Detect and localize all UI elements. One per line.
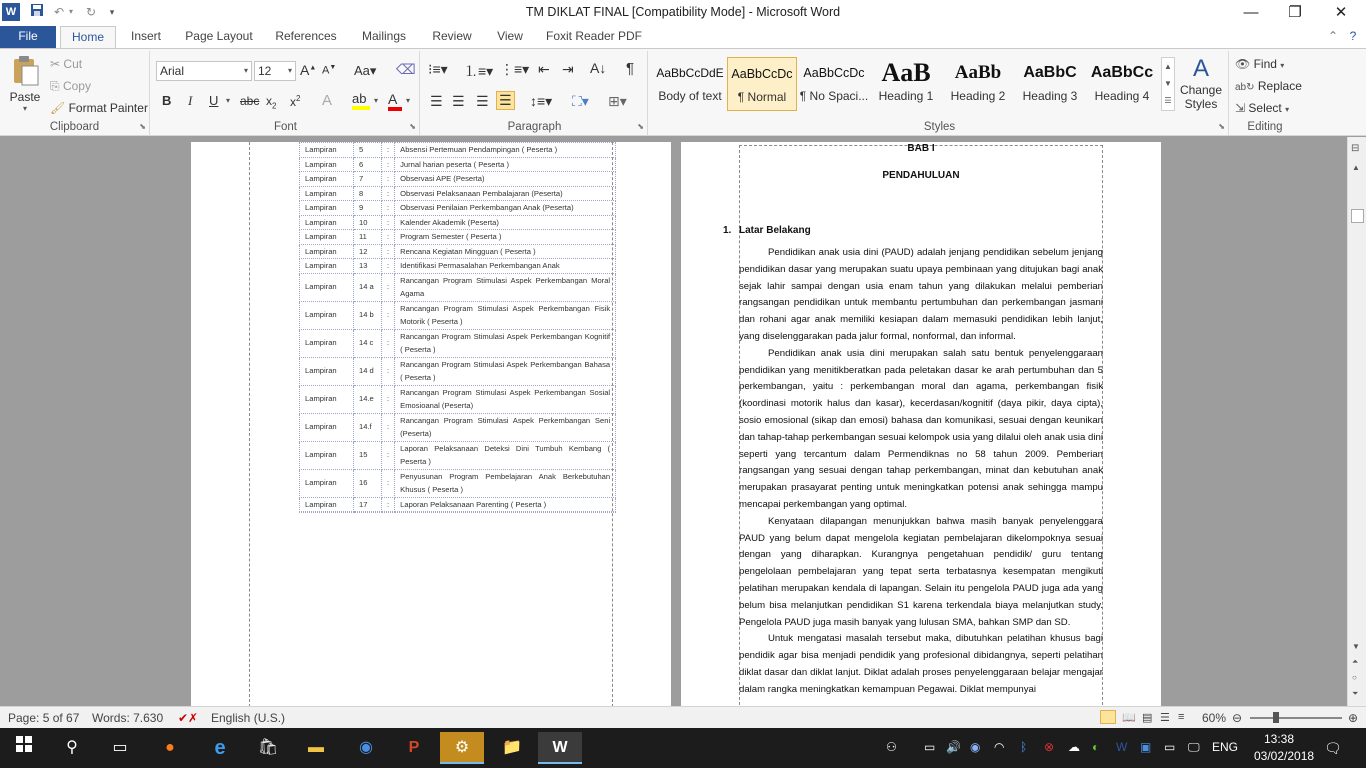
table-cell: Rancangan Program Stimulasi Aspek Perkembangan Sosial Emosioanal (Peserta) — [395, 385, 616, 413]
font-size-dropdown[interactable] — [254, 61, 296, 81]
redo-icon[interactable]: ↻ — [85, 5, 97, 19]
zoom-level[interactable]: 60% — [1202, 711, 1227, 725]
style-name: ¶ Normal — [737, 90, 787, 104]
table-row — [300, 385, 616, 413]
strikethrough-icon[interactable]: abc — [240, 94, 260, 108]
paragraph-3: Kenyataan dilapangan menunjukkan bahwa masih banyak penyelenggara PAUD yang belum dapat mengelola kegiatan pembelajaran dikelompoknya sesuai dengan yang diharapkan. Kurangnya pengetahuan pendidik/ guru tentang pengelolaan pembelajaran yang tepat serta terbatasnya kesempatan mengikuti pelatihan merupakan kendala di lapangan. Selain itu pengelola PAUD juga ada yang belum bisa melanjutkan pendidikan S1 karena terkendala biaya melanjutkan study. Pengelola PAUD juga masih banyak yang lulusan SMA, bahkan SMP dan SD. — [739, 515, 1103, 628]
table-row — [300, 357, 616, 385]
highlight-color-button[interactable] — [352, 91, 370, 110]
outline-icon[interactable]: ☰ — [1160, 712, 1170, 724]
table-cell: Lampiran — [300, 497, 354, 512]
tab-file[interactable]: File — [0, 26, 56, 48]
highlighter-icon: ab — [352, 91, 367, 106]
app-tray-icon[interactable]: ◐ — [1092, 740, 1100, 754]
bullets-icon[interactable]: ⁝≡▾ — [428, 61, 448, 77]
clock-date: 03/02/2018 — [1254, 749, 1315, 763]
clipboard-dialog-launcher-icon[interactable]: ⬊ — [139, 122, 146, 131]
paragraph-4: Untuk mengatasi masalah tersebut maka, dibutuhkan pelatihan khusus bagi pendidik agar bisa menjadi pendidik yang profesional dibidangnya, seperti pelatihan diklat dasar dan diklat lanjut. Diklat adalah proses penyelenggaraan belajar mengajar dalam rangka meningkatkan kemampuan Pegawai. Diklat mempunyai — [739, 633, 1103, 695]
style-heading-1[interactable] — [871, 57, 941, 111]
table-cell: Lampiran — [300, 273, 354, 301]
scroll-down-icon[interactable]: ▼ — [1352, 642, 1360, 651]
table-row — [300, 186, 616, 201]
styles-gallery-scroll[interactable]: ▲ ▼ ☰ — [1161, 57, 1175, 111]
volume-icon[interactable]: 🔊 — [946, 740, 961, 754]
style-name: Body of text — [658, 89, 722, 103]
table-cell: Lampiran — [300, 413, 354, 441]
minimize-button[interactable]: — — [1243, 4, 1259, 21]
increase-indent-icon[interactable]: ⇥ — [562, 61, 574, 77]
font-color-dropdown-icon[interactable]: ▾ — [406, 96, 411, 105]
ribbon — [0, 48, 1366, 136]
table-cell: Rancangan Program Stimulasi Aspek Perkembangan Bahasa ( Peserta ) — [395, 357, 616, 385]
align-right-icon[interactable]: ☰ — [476, 93, 489, 109]
full-screen-reading-icon[interactable]: 📖 — [1122, 712, 1136, 724]
format-painter-label: Format Painter — [68, 101, 148, 115]
table-row — [300, 413, 616, 441]
binoculars-icon: 👁 — [1235, 57, 1251, 71]
table-cell: Lampiran — [300, 157, 354, 172]
clock-time: 13:38 — [1263, 732, 1295, 746]
shrink-font-icon[interactable]: A▼ — [322, 64, 337, 77]
zoom-in-icon[interactable]: ⊕ — [1348, 711, 1359, 725]
superscript-icon[interactable]: $x^2$ — [290, 94, 301, 109]
bold-icon[interactable]: B — [162, 93, 172, 108]
table-cell: : — [382, 157, 395, 172]
word-app-icon[interactable]: W — [2, 3, 20, 21]
network-status-icon[interactable]: ▭ — [1164, 740, 1176, 754]
help-icon[interactable]: ? — [1349, 29, 1357, 43]
network-wifi-icon[interactable]: ◠ — [994, 740, 1005, 754]
font-group-label: Font — [273, 121, 297, 133]
copy-label: Copy — [62, 79, 91, 93]
select-label: Select — [1248, 101, 1282, 115]
multilevel-list-icon[interactable]: ⋮≡▾ — [500, 61, 530, 77]
chrome-icon[interactable]: ◉ — [359, 739, 373, 756]
style-preview: AaBbC — [1023, 64, 1077, 81]
table-cell: Jurnal harian peserta ( Peserta ) — [395, 157, 616, 172]
table-cell: 14 c — [354, 329, 382, 357]
table-cell: Rancangan Program Stimulasi Aspek Perkembangan Seni (Peserta) — [395, 413, 616, 441]
section-number: 1. — [723, 225, 732, 236]
scissors-icon: ✂ — [50, 57, 61, 71]
table-cell: : — [382, 186, 395, 201]
scroll-up-icon[interactable]: ▲ — [1352, 163, 1360, 172]
paste-label: Paste — [9, 90, 41, 104]
table-cell: : — [382, 385, 395, 413]
paste-button[interactable] — [8, 55, 42, 113]
table-row — [300, 215, 616, 230]
change-styles-button[interactable] — [1177, 55, 1225, 111]
table-cell: : — [382, 301, 395, 329]
table-cell: 9 — [354, 201, 382, 216]
tab-foxit-reader-pdf[interactable]: Foxit Reader PDF — [545, 29, 643, 43]
table-cell: Observasi Pelaksanaan Pembalajaran (Peserta) — [395, 186, 616, 201]
table-cell — [354, 512, 382, 513]
table-cell: Lampiran — [300, 172, 354, 187]
table-row — [300, 273, 616, 301]
table-cell — [382, 512, 395, 513]
table-cell: : — [382, 469, 395, 497]
font-color-swatch — [388, 107, 402, 111]
style-preview: AaBb — [954, 62, 1002, 83]
language-indicator[interactable]: English (U.S.) — [211, 711, 286, 725]
undo-dropdown-icon[interactable]: ▾ — [68, 7, 73, 16]
next-page-icon[interactable]: ⏷ — [1352, 689, 1359, 698]
font-group — [152, 51, 420, 135]
document-area[interactable] — [0, 137, 1347, 706]
table-cell: Lampiran — [300, 244, 354, 259]
table-cell: 12 — [354, 244, 382, 259]
styles-group-label: Styles — [923, 121, 956, 133]
table-cell: 11 — [354, 230, 382, 245]
subscript-icon[interactable]: $x_2$ — [266, 94, 277, 111]
chapter-title: PENDAHULUAN — [882, 170, 960, 181]
word-taskbar-icon[interactable]: W — [538, 732, 582, 764]
table-row — [300, 497, 616, 512]
table-cell: Absensi Pertemuan Pendampingan ( Peserta ) — [395, 143, 616, 158]
tab-view[interactable]: View — [497, 29, 523, 43]
paste-dropdown-icon[interactable]: ▾ — [22, 104, 27, 113]
draft-icon[interactable]: ≡ — [1178, 711, 1185, 723]
section-heading — [723, 225, 1103, 236]
style-normal[interactable] — [727, 57, 797, 111]
editing-group-label: Editing — [1247, 121, 1283, 133]
title-bar — [0, 0, 1366, 26]
change-styles-icon: A — [1192, 55, 1209, 82]
paragraph-group-label: Paragraph — [507, 121, 562, 133]
table-cell: : — [382, 273, 395, 301]
action-center-icon[interactable]: 🗨 — [1324, 740, 1342, 756]
attachments-table — [299, 142, 616, 513]
sort-icon[interactable]: A↓ — [590, 60, 607, 76]
style-preview: AaBbCcDc — [731, 67, 793, 81]
table-cell: Lampiran — [300, 469, 354, 497]
table-cell: 15 — [354, 441, 382, 469]
undo-icon[interactable]: ↶ — [53, 5, 65, 19]
battery-icon[interactable]: ▭ — [924, 740, 936, 754]
page-right[interactable] — [681, 142, 1161, 706]
table-cell: Lampiran — [300, 441, 354, 469]
status-bar — [0, 706, 1366, 728]
table-row — [300, 230, 616, 245]
style-body-of-text[interactable] — [655, 57, 725, 111]
table-cell: 14 a — [354, 273, 382, 301]
table-cell: Rancangan Program Stimulasi Aspek Perkembangan Moral Agama — [395, 273, 616, 301]
replace-icon: ab↻ — [1235, 82, 1255, 93]
table-cell: Lampiran — [300, 357, 354, 385]
paragraph-dialog-launcher-icon[interactable]: ⬊ — [637, 122, 644, 131]
restore-button[interactable]: ❐ — [1288, 4, 1302, 21]
paragraph-2: Pendidikan anak usia dini merupakan salah satu bentuk penyelenggaraan pendidikan yang menitikberatkan pada peletakan dasar ke arah pertumbuhan dan 5 perkembangan, yaitu : perkembangan moral dan agama, perkembangan fisik (koordinasi motorik halus dan kasar), kecerdasan/kognitif (daya pikir, daya cipta), sosio emosional (sikap dan emosi) bahasa dan komunikasi, sesuai dengan keunikan dan tahap-tahap perkembangan sesuai kelompok usia yang dilalui oleh anak usia dini seperti yang tercantum dalam Permendiknas no 58 tahun 2009. Pemberian rangsangan yang sesuai dengan tahap perkembangan, minat dan kebutuhan anak merupakan prasayarat penting untuk meningkatkan potensi anak sehingga mampu mencapai perkembangan yang optimal. — [739, 347, 1103, 510]
table-cell: 14.e — [354, 385, 382, 413]
page-right-text — [723, 142, 1103, 699]
tab-references[interactable]: References — [275, 29, 337, 43]
table-row — [300, 201, 616, 216]
table-cell: Lampiran — [300, 301, 354, 329]
chevron-down-icon: ▾ — [287, 66, 292, 75]
cut-label: Cut — [63, 57, 83, 71]
find-button[interactable] — [1235, 57, 1284, 71]
style-no-spacing[interactable] — [799, 57, 869, 111]
table-row — [300, 157, 616, 172]
vertical-scrollbar[interactable] — [1347, 137, 1366, 706]
style-heading-3[interactable] — [1015, 57, 1085, 111]
file-explorer-icon[interactable]: ▬ — [308, 739, 324, 756]
store-icon[interactable]: 🛍 — [257, 739, 279, 756]
style-preview: AaB — [881, 58, 931, 87]
highlight-dropdown-icon[interactable]: ▾ — [374, 96, 379, 105]
table-cell: 14 d — [354, 357, 382, 385]
tab-home[interactable]: Home — [60, 26, 116, 48]
antivirus-icon[interactable]: ⊗ — [1044, 740, 1055, 754]
table-cell: 10 — [354, 215, 382, 230]
chevron-down-icon: ▾ — [243, 66, 248, 75]
table-cell — [395, 512, 616, 513]
taskbar — [0, 728, 1366, 768]
window-title: TM DIKLAT FINAL [Compatibility Mode] - Microsoft Word — [525, 5, 841, 19]
decrease-indent-icon[interactable]: ⇤ — [538, 61, 550, 77]
style-preview: AaBbCcDdE — [656, 66, 724, 80]
font-name-value: Arial — [160, 64, 185, 78]
table-cell: Lampiran — [300, 201, 354, 216]
table-cell: Observasi APE (Peserta) — [395, 172, 616, 187]
task-view-icon[interactable]: ▭ — [112, 739, 128, 756]
ruler-toggle-icon[interactable]: ⊟ — [1351, 143, 1360, 154]
line-spacing-icon[interactable]: ↕≡▾ — [530, 93, 553, 109]
select-browse-object-icon[interactable]: ○ — [1352, 673, 1357, 682]
table-cell: : — [382, 244, 395, 259]
show-formatting-marks-icon[interactable]: ¶ — [626, 60, 635, 77]
page-left[interactable] — [191, 142, 671, 706]
paragraph-1: Pendidikan anak usia dini (PAUD) adalah jenjang pendidikan sebelum jenjang pendidikan dasar yang merupakan suatu upaya pembinaan yang ditujukan bagi anak sejak lahir sampai dengan usia enam tahun yang dilakukan melalui pemberian rangsangan pendidikan untuk membantu pertumbuhan dan perkembangan jasmani dan rohani agar anak memiliki kesiapan dalam memasuki pendidikan lebih lanjut, yang diselenggarakan pada jalur formal, nonformal, dan informal. — [739, 247, 1103, 342]
search-icon[interactable]: ⚲ — [66, 739, 78, 756]
table-cell: : — [382, 259, 395, 274]
numbering-icon[interactable]: ⒈≡▾ — [464, 63, 494, 79]
table-row — [300, 329, 616, 357]
table-cell: Laporan Pelaksanaan Deteksi Dini Tumbuh Kembang ( Peserta ) — [395, 441, 616, 469]
table-cell: Laporan Pelaksanaan Parenting ( Peserta ) — [395, 497, 616, 512]
start-windows-icon[interactable] — [2, 732, 46, 764]
tab-review[interactable]: Review — [432, 29, 472, 43]
close-button[interactable]: ✕ — [1334, 4, 1348, 21]
style-name: Heading 2 — [950, 89, 1006, 103]
chrome-tray-icon[interactable]: ◉ — [970, 740, 981, 754]
table-cell: Rencana Kegiatan Mingguan ( Peserta ) — [395, 244, 616, 259]
change-case-icon[interactable]: Aa▾ — [354, 63, 377, 78]
section-title: Latar Belakang — [739, 225, 811, 236]
table-cell: Lampiran — [300, 329, 354, 357]
justify-icon[interactable]: ☰ — [496, 91, 515, 110]
style-preview: AaBbCcDc — [803, 66, 865, 80]
font-color-button[interactable] — [388, 91, 402, 111]
table-cell: 6 — [354, 157, 382, 172]
copy-button[interactable] — [50, 79, 91, 94]
table-cell: Lampiran — [300, 215, 354, 230]
print-layout-icon[interactable] — [1100, 710, 1116, 724]
paintbrush-icon: 🖌 — [50, 101, 66, 115]
clock[interactable] — [1254, 731, 1315, 765]
scroll-thumb[interactable] — [1351, 209, 1364, 223]
mail-tray-icon[interactable]: ▣ — [1140, 740, 1152, 754]
table-cell: 5 — [354, 143, 382, 158]
word-tray-icon[interactable]: W — [1116, 740, 1128, 754]
input-language[interactable]: ENG — [1212, 740, 1239, 754]
control-panel-icon[interactable]: ⚙ — [440, 732, 484, 764]
onedrive-icon[interactable]: ☁ — [1068, 740, 1080, 754]
minimize-ribbon-icon[interactable]: ⌃ — [1327, 29, 1339, 43]
table-cell: : — [382, 413, 395, 441]
clipboard-group-label: Clipboard — [49, 121, 100, 133]
zoom-slider[interactable] — [1250, 717, 1342, 719]
table-row — [300, 441, 616, 469]
style-name: ¶ No Spaci... — [799, 89, 869, 103]
firefox-icon[interactable]: ● — [165, 739, 175, 756]
style-name: Heading 1 — [878, 89, 934, 103]
style-preview: AaBbCc — [1090, 64, 1154, 81]
powerpoint-icon[interactable]: P — [408, 739, 420, 756]
ribbon-tabs — [0, 26, 1366, 48]
shading-icon[interactable]: ⛶▾ — [572, 93, 589, 109]
paragraph-group — [422, 51, 648, 135]
style-heading-4[interactable] — [1087, 57, 1157, 111]
zoom-slider-thumb[interactable] — [1273, 712, 1279, 723]
table-cell: : — [382, 215, 395, 230]
table-row — [300, 301, 616, 329]
replace-button[interactable] — [1235, 79, 1302, 93]
table-cell: 13 — [354, 259, 382, 274]
proofing-icon[interactable]: ✔✗ — [178, 711, 199, 725]
table-cell: 17 — [354, 497, 382, 512]
change-styles-label: Change Styles — [1179, 83, 1223, 111]
table-cell: : — [382, 201, 395, 216]
format-painter-button[interactable] — [50, 101, 148, 115]
table-cell: : — [382, 357, 395, 385]
highlight-color-swatch — [352, 106, 370, 110]
zoom-out-icon[interactable]: ⊖ — [1232, 711, 1243, 725]
editing-group — [1231, 51, 1302, 135]
tab-mailings[interactable]: Mailings — [361, 29, 406, 43]
text-effects-icon[interactable]: A — [322, 92, 333, 109]
clear-formatting-icon[interactable]: ⌫ — [396, 61, 416, 77]
table-row — [300, 143, 616, 158]
align-left-icon[interactable]: ☰ — [430, 93, 443, 109]
table-cell: 16 — [354, 469, 382, 497]
select-button[interactable] — [1235, 101, 1289, 115]
customize-qat-icon[interactable]: ▾ — [109, 7, 115, 17]
tab-page-layout[interactable]: Page Layout — [185, 29, 253, 43]
font-name-dropdown[interactable] — [156, 61, 252, 81]
font-color-icon: A — [388, 91, 398, 107]
table-cell: Penyusunan Program Pembelajaran Anak Berkebutuhan Khusus ( Peserta ) — [395, 469, 616, 497]
table-cell: 14 b — [354, 301, 382, 329]
table-cell: Rancangan Program Stimulasi Aspek Perkembangan Kognitif ( Peserta ) — [395, 329, 616, 357]
table-cell: : — [382, 497, 395, 512]
table-row — [300, 172, 616, 187]
align-center-icon[interactable]: ☰ — [452, 93, 465, 109]
folder-icon[interactable]: 📁 — [502, 739, 522, 756]
font-size-value: 12 — [258, 64, 272, 78]
find-label: Find — [1253, 57, 1277, 71]
table-cell: Lampiran — [300, 186, 354, 201]
table-cell — [300, 512, 354, 513]
copy-icon: ⎘ — [50, 79, 60, 93]
table-cell: Lampiran — [300, 385, 354, 413]
italic-icon[interactable]: I — [188, 93, 193, 108]
table-cell: 14.f — [354, 413, 382, 441]
style-name: Heading 4 — [1094, 89, 1150, 103]
table-cell: : — [382, 329, 395, 357]
page-indicator[interactable]: Page: 5 of 67 — [8, 711, 80, 725]
style-heading-2[interactable] — [943, 57, 1013, 111]
table-row — [300, 244, 616, 259]
underline-dropdown-icon[interactable]: ▾ — [226, 96, 231, 105]
chevron-down-icon: ▾ — [1285, 105, 1290, 114]
grow-font-icon[interactable]: A▲ — [300, 62, 317, 78]
clipboard-group — [0, 51, 150, 135]
styles-dialog-launcher-icon[interactable]: ⬊ — [1218, 122, 1225, 131]
table-row — [300, 469, 616, 497]
table-cell: Program Semester ( Peserta ) — [395, 230, 616, 245]
bluetooth-icon[interactable]: ᛒ — [1020, 740, 1028, 754]
font-dialog-launcher-icon[interactable]: ⬊ — [409, 122, 416, 131]
select-cursor-icon: ⇲ — [1235, 101, 1246, 115]
paste-icon — [10, 55, 40, 87]
table-cell: Lampiran — [300, 259, 354, 274]
table-cell: : — [382, 230, 395, 245]
chapter-heading: BAB I — [907, 143, 935, 154]
underline-icon[interactable]: U — [209, 93, 219, 108]
borders-icon[interactable]: ⊞▾ — [608, 93, 627, 109]
replace-label: Replace — [1257, 79, 1302, 93]
edge-icon[interactable]: e — [214, 737, 226, 759]
table-cell: : — [382, 172, 395, 187]
chevron-down-icon: ▾ — [1280, 61, 1285, 70]
cut-button[interactable] — [50, 57, 82, 71]
people-icon[interactable]: ⚇ — [886, 740, 897, 754]
table-cell: : — [382, 143, 395, 158]
style-name: Heading 3 — [1022, 89, 1078, 103]
table-row — [300, 512, 616, 513]
table-row — [300, 259, 616, 274]
word-count[interactable]: Words: 7.630 — [92, 711, 164, 725]
tab-insert[interactable]: Insert — [130, 29, 161, 43]
table-cell: Identifikasi Permasalahan Perkembangan Anak — [395, 259, 616, 274]
monitor-icon[interactable]: 🖵 — [1188, 740, 1200, 754]
table-cell: Lampiran — [300, 143, 354, 158]
table-cell: : — [382, 441, 395, 469]
web-layout-icon[interactable]: ▤ — [1142, 712, 1153, 724]
table-cell: Rancangan Program Stimulasi Aspek Perkembangan Fisik Motorik ( Peserta ) — [395, 301, 616, 329]
table-cell: Lampiran — [300, 230, 354, 245]
previous-page-icon[interactable]: ⏶ — [1352, 657, 1359, 666]
styles-group — [651, 51, 1229, 135]
table-cell: 7 — [354, 172, 382, 187]
table-cell: 8 — [354, 186, 382, 201]
table-cell: Observasi Penilaian Perkembangan Anak (Peserta) — [395, 201, 616, 216]
table-cell: Kalender Akademik (Peserta) — [395, 215, 616, 230]
